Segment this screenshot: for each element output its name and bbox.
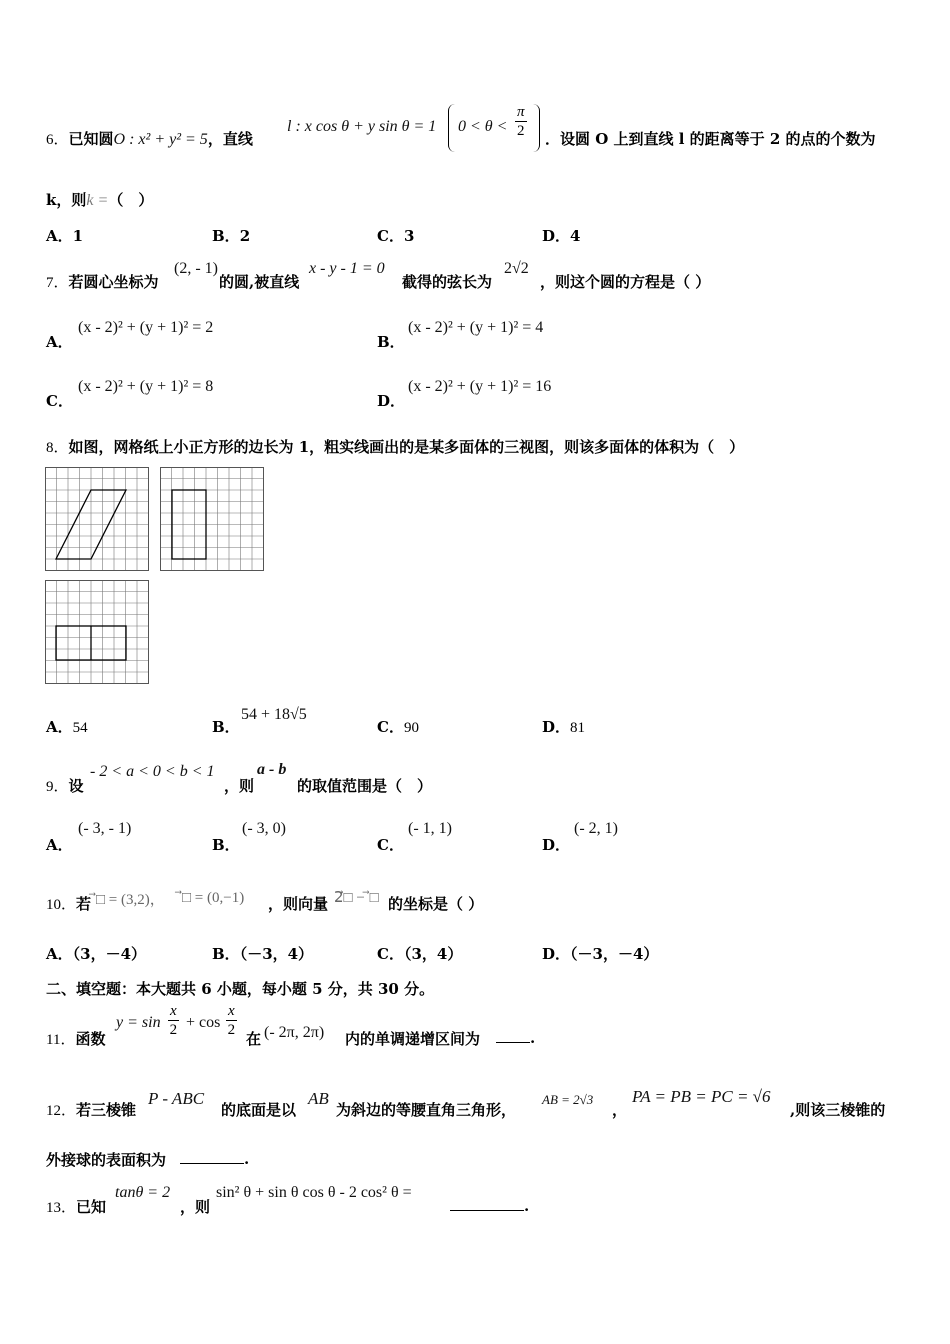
q12-p: P - ABC	[148, 1089, 205, 1108]
q7-option-b-label[interactable]: B．	[377, 333, 405, 351]
q8-option-a[interactable]: A．54	[46, 718, 88, 736]
q9-a-text: 设	[68, 777, 84, 795]
q11-frac1-num: x	[170, 1003, 177, 1019]
q7-option-c-label[interactable]: C．	[46, 392, 73, 410]
q6-intro: 已知圆	[68, 130, 114, 148]
q7-option-d-value[interactable]: (x - 2)² + (y + 1)² = 16	[408, 378, 552, 395]
q6-mid: ，直线	[207, 130, 253, 148]
q11-f1: y = sin	[116, 1014, 161, 1031]
q6-rest: ．设圆 O 上到直线 l 的距离等于 2 的点的个数为	[545, 130, 876, 148]
q13-a	[46, 1196, 106, 1217]
q6-option-b[interactable]: B．2	[212, 227, 251, 245]
q12-c: 为斜边的等腰直角三角形，	[336, 1101, 517, 1119]
q7-option-c-value[interactable]: (x - 2)² + (y + 1)² = 8	[78, 378, 214, 395]
q9-b: ，则	[224, 777, 255, 795]
q6-paren-right	[533, 104, 540, 152]
q8-option-d[interactable]: D．81	[542, 718, 586, 736]
q7-center: (2, - 1)	[174, 260, 218, 277]
q10-c: 的坐标是（ ）	[388, 895, 484, 913]
q11-frac2-den: 2	[227, 1022, 236, 1038]
q9-option-d-value[interactable]: (- 2, 1)	[574, 820, 618, 837]
q11-c: 内的单调递增区间为	[345, 1030, 481, 1048]
q11-answer-blank[interactable]	[496, 1028, 535, 1047]
q8-stem: 如图，网格纸上小正方形的边长为 1，粗实线画出的是某多面体的三视图，则该多面体的体积为（ ）	[68, 438, 745, 456]
q6-option-c[interactable]: C．3	[377, 227, 415, 245]
q8-number: 8．	[46, 440, 69, 456]
q7-d: ，则这个圆的方程是（ ）	[540, 273, 711, 291]
q10-a	[46, 893, 91, 914]
q13-a-text: 已知	[76, 1198, 107, 1216]
q11-a-text: 函数	[75, 1030, 106, 1048]
q7-option-d-label[interactable]: D．	[377, 392, 406, 410]
q8-option-b-label[interactable]: B．	[212, 718, 240, 736]
q6-option-a[interactable]: A．1	[46, 227, 84, 245]
q9-option-a-value[interactable]: (- 3, - 1)	[78, 820, 132, 837]
q6-frac-den: 2	[517, 123, 525, 139]
q12-e: ,则该三棱锥的	[790, 1101, 886, 1119]
q10-option-b[interactable]: B．（－3，4）	[212, 945, 314, 963]
q9-option-c-value[interactable]: (- 1, 1)	[408, 820, 452, 837]
q7-a: 若圆心坐标为	[68, 273, 159, 291]
q7-number: 7．	[46, 275, 69, 291]
q13-expr: sin² θ + sin θ cos θ - 2 cos² θ =	[216, 1184, 412, 1201]
q7-option-b-value[interactable]: (x - 2)² + (y + 1)² = 4	[408, 319, 544, 336]
q10-option-c[interactable]: C．（3，4）	[377, 945, 463, 963]
q9-number: 9．	[46, 779, 69, 795]
q6-line2	[46, 189, 153, 210]
q9-c: 的取值范围是（ ）	[297, 777, 433, 795]
q6-circle-eq: O : x² + y² = 5	[113, 131, 208, 148]
q7-line: x - y - 1 = 0	[309, 260, 385, 277]
q10-b: ，则向量	[268, 895, 329, 913]
q13-answer-blank[interactable]	[450, 1196, 529, 1215]
q6-k: k，则	[46, 191, 87, 209]
side-view-figure	[160, 467, 264, 571]
q9-option-b-value[interactable]: (- 3, 0)	[242, 820, 286, 837]
q8-option-b-value[interactable]: 54 + 18√5	[241, 706, 307, 723]
q10-a-text: 若	[76, 895, 92, 913]
q10-number: 10．	[46, 897, 77, 913]
q9-expr: a - b	[257, 761, 287, 778]
q8-text	[46, 436, 744, 457]
q12-pa: PA = PB = PC = √6	[632, 1087, 771, 1106]
q11-number: 11．	[46, 1032, 76, 1048]
q9-option-a-label[interactable]: A．	[46, 836, 73, 854]
q12-ab: AB	[308, 1089, 329, 1108]
q11-frac1-den: 2	[169, 1022, 178, 1038]
q12-period: .	[244, 1150, 250, 1168]
q12-line2	[46, 1149, 166, 1170]
q6-cond: 0 < θ <	[458, 118, 508, 135]
q9-option-b-label[interactable]: B．	[212, 836, 240, 854]
q12-number: 12．	[46, 1103, 77, 1119]
q12-answer-blank[interactable]	[180, 1149, 249, 1168]
q9-option-d-label[interactable]: D．	[542, 836, 571, 854]
q12-b: 的底面是以	[221, 1101, 297, 1119]
q11-b: 在	[246, 1030, 262, 1048]
q6-pi-frac	[515, 103, 527, 140]
q6-line1	[46, 128, 253, 149]
q6-paren: （ ）	[108, 191, 154, 209]
q13-b: ，则	[180, 1198, 211, 1216]
q8-option-c[interactable]: C．90	[377, 718, 419, 736]
q13-period: .	[524, 1197, 530, 1215]
q7-c: 截得的弦长为	[402, 273, 493, 291]
q7-b: 的圆,被直线	[219, 273, 300, 291]
q6-k-eq: k =	[86, 192, 109, 209]
q7-option-a-value[interactable]: (x - 2)² + (y + 1)² = 2	[78, 319, 214, 336]
q7-chord: 2√2	[504, 260, 529, 277]
q6-frac-num: π	[517, 104, 525, 120]
q11-a	[46, 1028, 105, 1049]
q11-frac2-num: x	[228, 1003, 235, 1019]
q12-a	[46, 1099, 136, 1120]
q13-tan: tanθ = 2	[115, 1184, 171, 1201]
q12-ablen: AB = 2√3	[542, 1092, 594, 1107]
q11-frac-1	[168, 1002, 179, 1039]
q10-v2: ⃗□ = (0,−1)	[182, 890, 245, 906]
q11-f3: + cos	[186, 1014, 221, 1031]
front-view-figure	[45, 467, 149, 571]
q11-frac-2	[226, 1002, 237, 1039]
q10-v1: ⃗□ = (3,2)，	[96, 892, 165, 908]
q11-interval: (- 2π, 2π)	[264, 1024, 325, 1041]
q6-option-d[interactable]: D．4	[542, 227, 581, 245]
q7-option-a-label[interactable]: A．	[46, 333, 73, 351]
q6-line-eq: l : x cos θ + y sin θ = 1	[287, 118, 437, 135]
q11-period: .	[530, 1029, 536, 1047]
q10-option-a[interactable]: A．（3，－4）	[46, 945, 147, 963]
top-view-figure	[45, 580, 149, 684]
q12-d: ，	[612, 1101, 628, 1119]
q10-option-d[interactable]: D．（－3，－4）	[542, 945, 659, 963]
q9-cond: - 2 < a < 0 < b < 1	[90, 763, 215, 780]
section-2-heading: 二、填空题：本大题共 6 小题，每小题 5 分，共 30 分。	[46, 980, 435, 998]
q9-option-c-label[interactable]: C．	[377, 836, 404, 854]
q12-line2-text: 外接球的表面积为	[46, 1151, 167, 1169]
q7-text	[46, 271, 159, 292]
q9-a	[46, 775, 84, 796]
q12-a-text: 若三棱锥	[76, 1101, 137, 1119]
q10-expr: 2⃗□ − ⃗□	[334, 890, 379, 906]
q6-number: 6．	[46, 132, 69, 148]
q6-paren-left	[448, 104, 455, 152]
q13-number: 13．	[46, 1200, 77, 1216]
